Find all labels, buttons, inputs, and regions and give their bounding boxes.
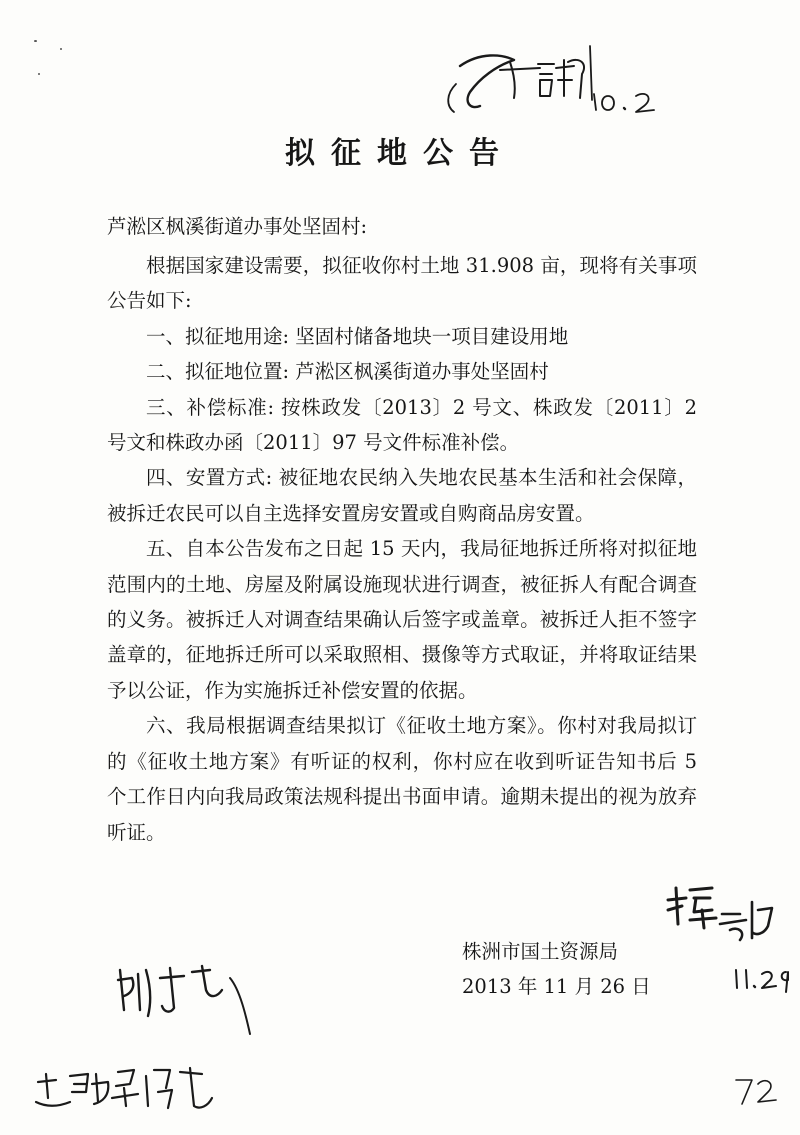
issue-date: 2013 年 11 月 26 日 <box>462 975 651 998</box>
scan-speck <box>34 40 37 42</box>
scan-speck <box>38 73 40 75</box>
page-title: 拟征地公告 <box>285 136 515 171</box>
paragraph-item-2: 二、拟征地位置: 芦淞区枫溪街道办事处坚固村 <box>146 360 549 384</box>
drafter-note <box>30 1062 230 1122</box>
scan-speck <box>60 48 62 50</box>
paragraph-item-6: 六、我局根据调查结果拟订《征收土地方案》。你村对我局拟订的《征收土地方案》有听证的权利，你村应在收到听证告知书后 5 个工作日内向我局政策法规科提出书面申请。逾期未提出的视为放弃听证。 <box>107 714 697 844</box>
paragraph-item-5: 五、自本公告发布之日起 15 天内，我局征地拆迁所将对拟征地范围内的土地、房屋及附属设施现状进行调查，被征拆人有配合调查的义务。被拆迁人对调查结果确认后签字或盖章。被拆迁人拒不签字盖章的，征地拆迁所可以采取照相、摄像等方式取证，并将取证结果予以公证，作为实施拆迁补偿安置的依据。 <box>107 537 697 702</box>
right-handwritten-date <box>730 960 800 1000</box>
left-signature <box>110 960 270 1040</box>
addressee-line: 芦淞区枫溪街道办事处坚固村: <box>107 215 368 238</box>
paragraph-item-3: 三、补偿标准: 按株政发〔2013〕2 号文、株政发〔2011〕2 号文和株政办函〔2011〕97 号文件标准补偿。 <box>107 395 697 455</box>
top-handwritten-date <box>588 84 678 124</box>
paragraph-item-4: 四、安置方式: 被征地农民纳入失地农民基本生活和社会保障，被拆迁农民可以自主选择安置房安置或自购商品房安置。 <box>107 466 697 525</box>
notice-body <box>107 248 697 850</box>
issuer-name: 株洲市国土资源局 <box>462 940 619 963</box>
page-number-handwritten <box>730 1072 780 1112</box>
paragraph-intro: 根据国家建设需要，拟征收你村土地 31.908 亩，现将有关事项公告如下: <box>107 254 697 313</box>
paragraph-item-1: 一、拟征地用途: 坚固村储备地块一项目建设用地 <box>146 324 569 348</box>
